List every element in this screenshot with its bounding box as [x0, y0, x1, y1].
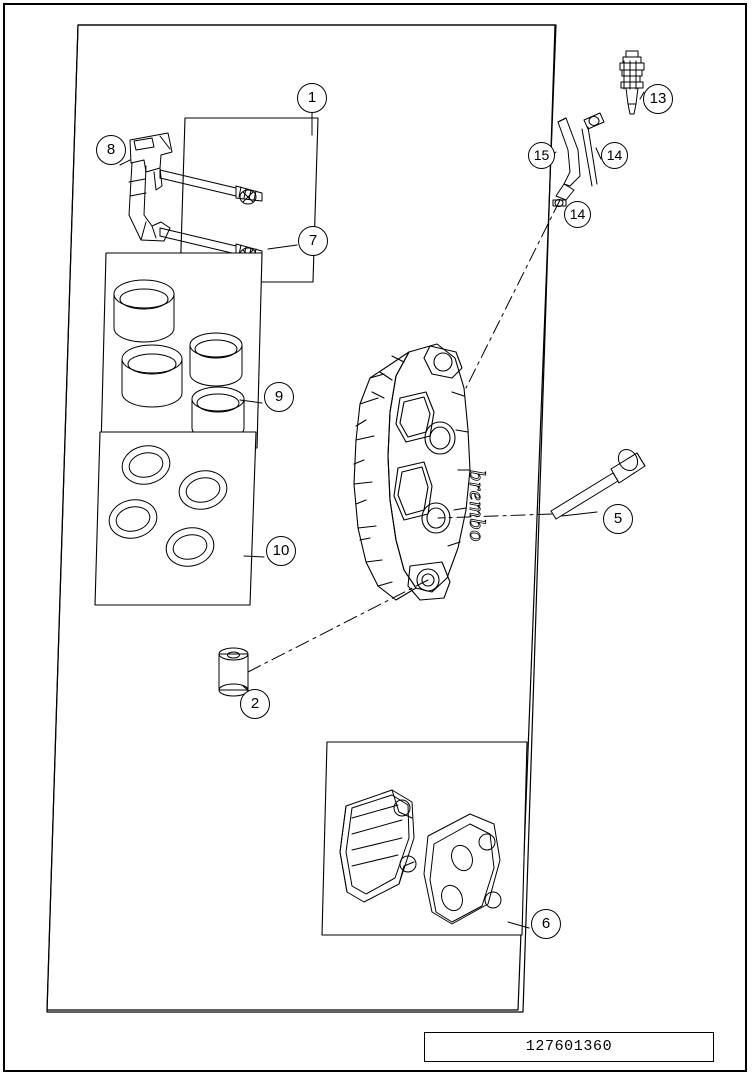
svg-text:brembo: brembo: [465, 470, 490, 543]
part-item-5: [551, 446, 645, 519]
callout-5[interactable]: 5: [603, 504, 633, 534]
callout-10[interactable]: 10: [266, 536, 296, 566]
box-item-6: [322, 742, 527, 935]
part-item-13: [620, 51, 644, 114]
part-item-14a: [582, 113, 604, 186]
callout-14-lower[interactable]: 14: [564, 201, 591, 228]
callout-7[interactable]: 7: [298, 226, 328, 256]
part-number-box: 127601360: [424, 1032, 714, 1062]
callout-1[interactable]: 1: [297, 83, 327, 113]
callout-14-upper[interactable]: 14: [601, 142, 628, 169]
callout-9[interactable]: 9: [264, 382, 294, 412]
box-item-10: [95, 432, 256, 605]
part-item-15: [556, 118, 580, 200]
box-item-9: [101, 253, 262, 448]
caliper-body: [354, 344, 490, 600]
callout-13[interactable]: 13: [643, 84, 673, 114]
callout-2[interactable]: 2: [240, 689, 270, 719]
callout-15[interactable]: 15: [528, 142, 555, 169]
callout-8[interactable]: 8: [96, 135, 126, 165]
callout-6[interactable]: 6: [531, 909, 561, 939]
part-item-8: [129, 133, 172, 241]
part-item-2: [219, 648, 248, 696]
